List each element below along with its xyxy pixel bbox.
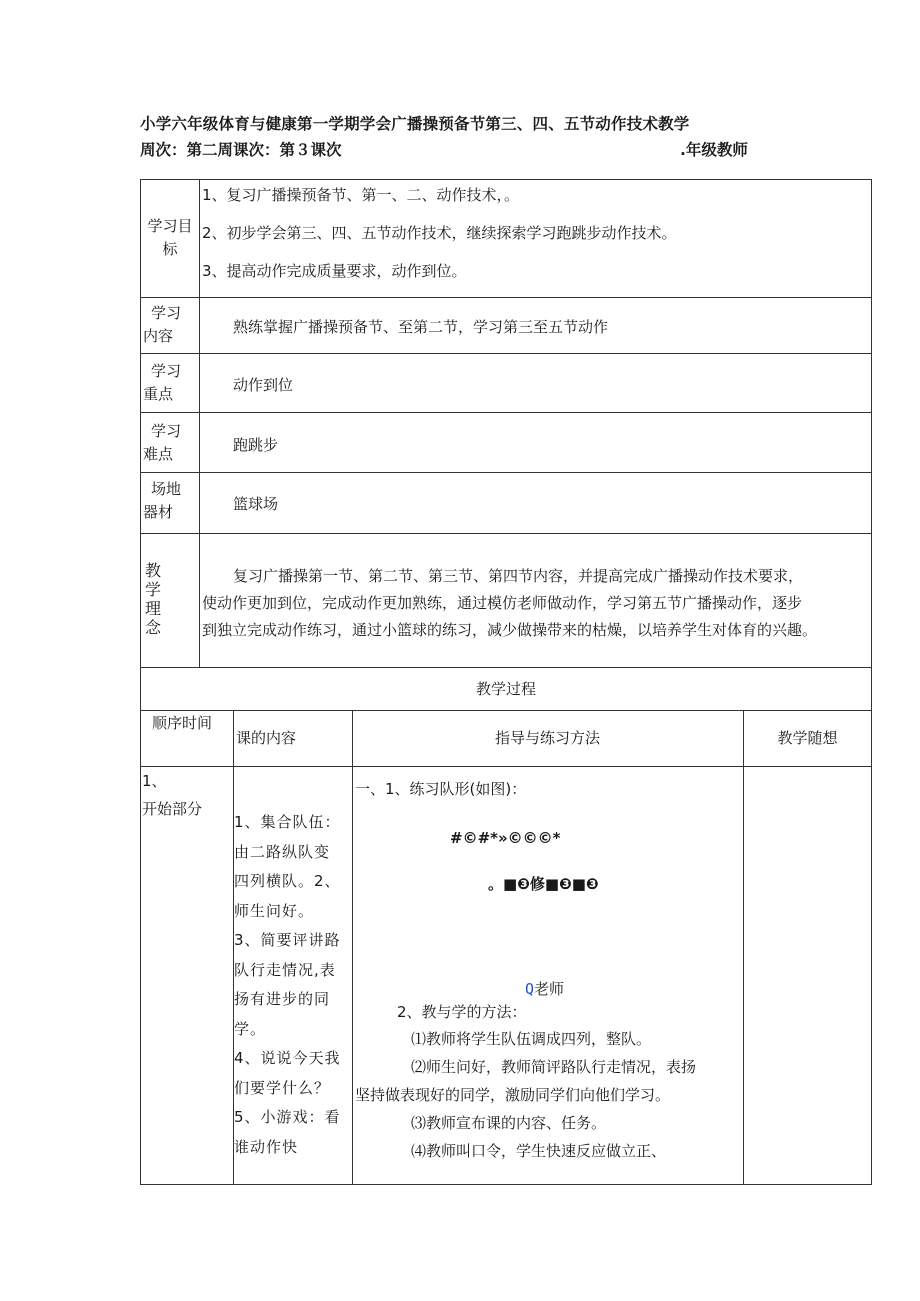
column-header-reflection: 教学随想 xyxy=(777,729,838,747)
formation-row-1: #©#*»©©©* xyxy=(450,829,561,847)
week-lesson-line: 周次：第二周课次：第３课次 xyxy=(140,141,342,159)
objective-item: 1、复习广播操预备节、第一、二、动作技术，。 xyxy=(202,186,520,204)
col-divider xyxy=(352,710,353,1185)
key-point-label: 学习 重点 xyxy=(143,362,182,404)
row-divider xyxy=(140,710,872,711)
teacher-marker-icon: Q xyxy=(525,980,535,998)
column-header-method: 指导与练习方法 xyxy=(494,729,600,747)
method-substep: ⑴教师将学生队伍调成四列，整队。 xyxy=(411,1030,652,1048)
content-line: 师生问好。 xyxy=(234,901,315,920)
philosophy-label: 教 学 理 念 xyxy=(145,561,162,637)
difficulty-value: 跑跳步 xyxy=(233,436,279,454)
venue-value: 篮球场 xyxy=(233,495,279,513)
content-line: 四列横队。2、 xyxy=(234,872,341,890)
objective-item: 3、提高动作完成质量要求，动作到位。 xyxy=(202,262,467,280)
method-substep: 坚持做表现好的同学，激励同学们向他们学习。 xyxy=(355,1086,671,1104)
philosophy-line: 到独立完成动作练习，通过小篮球的练习，减少做操带来的枯燥，以培养学生对体育的兴趣。 xyxy=(202,621,818,639)
content-line: 5、小游戏：看 xyxy=(234,1108,341,1126)
content-line: 谁动作快 xyxy=(234,1137,299,1156)
difficulty-label: 学习 难点 xyxy=(143,422,182,464)
objectives-label: 学习目 标 xyxy=(147,217,193,259)
method-substep: ⑷教师叫口令，学生快速反应做立正、 xyxy=(411,1142,667,1160)
content-label: 学习 内容 xyxy=(143,304,182,346)
col-divider xyxy=(199,179,200,667)
philosophy-line: 复习广播操第一节、第二节、第三节、第四节内容，并提高完成广播操动作技术要求， xyxy=(233,567,804,585)
content-line: 队行走情况,表 xyxy=(234,960,336,979)
row-divider xyxy=(140,667,872,668)
objective-item: 2、初步学会第三、四、五节动作技术，继续探索学习跑跳步动作技术。 xyxy=(202,224,677,242)
method-step-1: 一、1、练习队形(如图)： xyxy=(355,780,527,798)
content-line: 扬有进步的同 xyxy=(234,990,331,1008)
row-divider xyxy=(140,533,872,534)
grade-teacher-label: .年级教师 xyxy=(680,141,748,159)
content-line: 4、说说今天我 xyxy=(234,1049,341,1067)
content-line: 们要学什么？ xyxy=(234,1078,331,1097)
venue-label: 场地 器材 xyxy=(143,480,182,522)
col-divider xyxy=(743,710,744,1185)
row-divider xyxy=(140,353,872,354)
column-header-content: 课的内容 xyxy=(236,729,297,747)
part-order: 1、 xyxy=(142,772,167,790)
content-line: 3、简要评讲路 xyxy=(234,931,341,949)
philosophy-line: 使动作更加到位，完成动作更加熟练，通过模仿老师做动作，学习第五节广播操动作，逐步 xyxy=(202,594,803,612)
method-substep: ⑵师生问好，教师简评路队行走情况，表扬 xyxy=(411,1058,697,1076)
part-content xyxy=(234,808,351,1162)
row-divider xyxy=(140,472,872,473)
formation-row-2: 。■❸修■❸■❸ xyxy=(488,875,599,893)
teacher-label: 老师 xyxy=(534,980,565,998)
row-divider xyxy=(140,412,872,413)
teacher-position xyxy=(525,980,564,1000)
row-divider xyxy=(140,766,872,767)
document-title: 小学六年级体育与健康第一学期学会广播操预备节第三、四、五节动作技术教学 xyxy=(140,115,690,133)
content-line: 1、集合队伍： xyxy=(234,813,341,831)
row-divider xyxy=(140,297,872,298)
column-header-order: 顺序时间 xyxy=(152,714,213,732)
part-name: 开始部分 xyxy=(142,800,203,818)
content-value: 熟练掌握广播操预备节、至第二节，学习第三至五节动作 xyxy=(233,318,609,336)
method-step-2: 2、教与学的方法： xyxy=(397,1003,527,1021)
process-heading: 教学过程 xyxy=(475,680,536,698)
method-substep: ⑶教师宣布课的内容、任务。 xyxy=(411,1114,607,1132)
content-line: 由二路纵队变 xyxy=(234,842,331,861)
content-line: 学。 xyxy=(234,1019,267,1038)
key-point-value: 动作到位 xyxy=(233,376,294,394)
